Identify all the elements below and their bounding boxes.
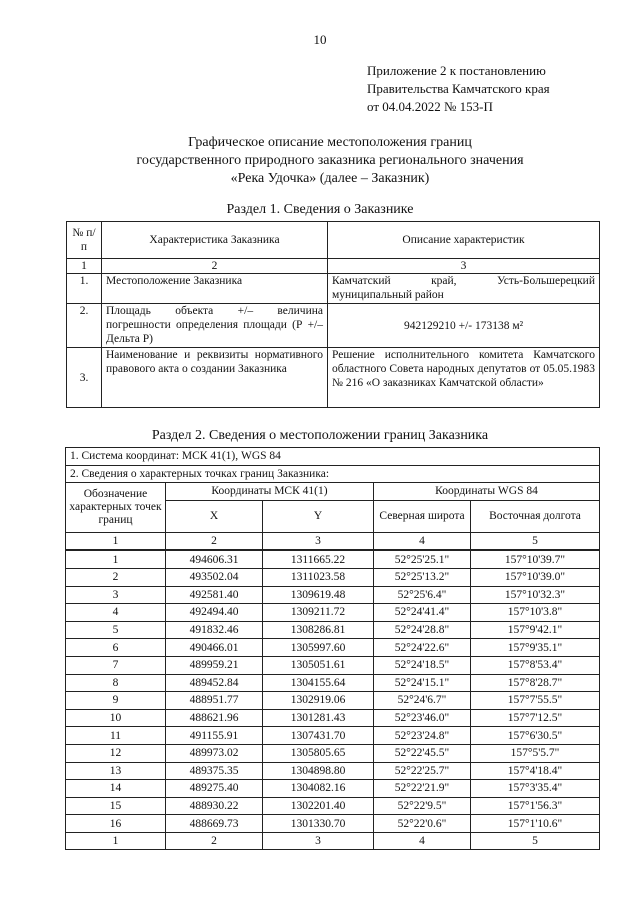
y-coord: 1304898.80 (263, 762, 374, 780)
y-coord: 1302919.06 (263, 692, 374, 710)
col-number: 3 (328, 259, 600, 274)
header-x: X (166, 500, 263, 532)
latitude: 52°25'6.4" (374, 586, 471, 604)
y-coord: 1311665.22 (263, 550, 374, 568)
table-row (66, 762, 600, 780)
point-id: 3 (66, 586, 166, 604)
point-id: 12 (66, 744, 166, 762)
point-id: 10 (66, 709, 166, 727)
y-coord: 1305997.60 (263, 639, 374, 657)
appendix-line: от 04.04.2022 № 153-П (367, 99, 493, 114)
section2-table (65, 447, 600, 850)
header-wgs: Координаты WGS 84 (374, 483, 600, 501)
title-line: «Река Удочка» (далее – Заказник) (230, 171, 430, 186)
x-coord: 492581.40 (166, 586, 263, 604)
col-number: 5 (471, 532, 600, 550)
point-id: 4 (66, 604, 166, 622)
header-lat: Северная широта (374, 500, 471, 532)
latitude: 52°23'46.0" (374, 709, 471, 727)
x-coord: 488951.77 (166, 692, 263, 710)
table-row (67, 304, 600, 348)
table-row (66, 550, 600, 568)
point-id: 14 (66, 780, 166, 798)
latitude: 52°22'9.5" (374, 797, 471, 815)
longitude: 157°10'39.7" (471, 550, 600, 568)
row-number: 3. (67, 348, 102, 408)
longitude: 157°6'30.5" (471, 727, 600, 745)
y-coord: 1305051.61 (263, 656, 374, 674)
row-name: Площадь объекта +/– величина погрешности определения площади (Р +/– Дельта Р) (102, 304, 328, 348)
longitude: 157°7'12.5" (471, 709, 600, 727)
x-coord: 489959.21 (166, 656, 263, 674)
latitude: 52°25'13.2" (374, 568, 471, 586)
row-value: 942129210 +/- 173138 м² (328, 304, 600, 348)
row-number: 2. (67, 304, 102, 348)
table-row (67, 348, 600, 408)
x-coord: 490466.01 (166, 639, 263, 657)
x-coord: 489452.84 (166, 674, 263, 692)
point-id: 11 (66, 727, 166, 745)
y-coord: 1304155.64 (263, 674, 374, 692)
longitude: 157°9'35.1" (471, 639, 600, 657)
y-coord: 1302201.40 (263, 797, 374, 815)
table-row (66, 674, 600, 692)
section2-heading: Раздел 2. Сведения о местоположении границ Заказника (151, 428, 489, 443)
point-id: 9 (66, 692, 166, 710)
y-coord: 1304082.16 (263, 780, 374, 798)
table-row (67, 274, 600, 304)
latitude: 52°24'22.6" (374, 639, 471, 657)
table-row (66, 692, 600, 710)
header-msk: Координаты МСК 41(1) (166, 483, 374, 501)
latitude: 52°23'24.8" (374, 727, 471, 745)
point-id: 1 (66, 550, 166, 568)
latitude: 52°24'6.7" (374, 692, 471, 710)
coordinate-system: 1. Система координат: МСК 41(1), WGS 84 (66, 448, 600, 466)
section1-heading: Раздел 1. Сведения о Заказнике (226, 202, 414, 217)
longitude: 157°1'56.3" (471, 797, 600, 815)
longitude: 157°3'35.4" (471, 780, 600, 798)
row-name: Наименование и реквизиты нормативного правового акта о создании Заказника (102, 348, 328, 408)
x-coord: 489375.35 (166, 762, 263, 780)
y-coord: 1301330.70 (263, 815, 374, 833)
table-row (66, 586, 600, 604)
x-coord: 489275.40 (166, 780, 263, 798)
col-number: 3 (263, 532, 374, 550)
longitude: 157°10'39.0" (471, 568, 600, 586)
col-number: 1 (67, 259, 102, 274)
x-coord: 488930.22 (166, 797, 263, 815)
longitude: 157°9'42.1" (471, 621, 600, 639)
table-row (66, 568, 600, 586)
latitude: 52°22'45.5" (374, 744, 471, 762)
document-title (60, 134, 600, 188)
table-row (66, 727, 600, 745)
latitude: 52°24'18.5" (374, 656, 471, 674)
y-coord: 1307431.70 (263, 727, 374, 745)
longitude: 157°1'10.6" (471, 815, 600, 833)
table-row (66, 744, 600, 762)
table-row (66, 656, 600, 674)
table-row (66, 797, 600, 815)
header-y: Y (263, 500, 374, 532)
x-coord: 488621.96 (166, 709, 263, 727)
col-number: 2 (102, 259, 328, 274)
appendix-line: Приложение 2 к постановлению (367, 63, 546, 78)
x-coord: 491155.91 (166, 727, 263, 745)
y-coord: 1308286.81 (263, 621, 374, 639)
point-id: 15 (66, 797, 166, 815)
table-row (66, 780, 600, 798)
row-value: Решение исполнительного комитета Камчатского областного Совета народных депутатов от 05.05.1983 № 216 «О заказниках Камчатской области» (328, 348, 600, 408)
col-number: 2 (166, 832, 263, 850)
longitude: 157°5'5.7" (471, 744, 600, 762)
col-number: 5 (471, 832, 600, 850)
x-coord: 494606.31 (166, 550, 263, 568)
title-line: Графическое описание местоположения границ (188, 135, 472, 150)
points-title: 2. Сведения о характерных точках границ Заказника: (66, 465, 600, 483)
longitude: 157°8'53.4" (471, 656, 600, 674)
row-name: Местоположение Заказника (102, 274, 328, 304)
latitude: 52°24'15.1" (374, 674, 471, 692)
header-characteristic: Характеристика Заказника (102, 222, 328, 259)
point-id: 16 (66, 815, 166, 833)
table-row (66, 604, 600, 622)
row-value: Камчатский край, Усть-Большерецкий муниципальный район (328, 274, 600, 304)
longitude: 157°8'28.7" (471, 674, 600, 692)
point-id: 13 (66, 762, 166, 780)
page-number: 10 (313, 32, 327, 47)
y-coord: 1305805.65 (263, 744, 374, 762)
table-row (66, 639, 600, 657)
longitude: 157°10'3.8" (471, 604, 600, 622)
point-id: 5 (66, 621, 166, 639)
y-coord: 1311023.58 (263, 568, 374, 586)
x-coord: 492494.40 (166, 604, 263, 622)
table-row (66, 709, 600, 727)
appendix-line: Правительства Камчатского края (367, 81, 550, 96)
title-line: государственного природного заказника регионального значения (136, 153, 524, 168)
col-number: 3 (263, 832, 374, 850)
header-number: № п/п (67, 222, 102, 259)
col-number: 1 (66, 532, 166, 550)
header-point: Обозначение характерных точек границ (66, 483, 166, 533)
y-coord: 1309211.72 (263, 604, 374, 622)
y-coord: 1309619.48 (263, 586, 374, 604)
x-coord: 488669.73 (166, 815, 263, 833)
longitude: 157°7'55.5" (471, 692, 600, 710)
point-id: 8 (66, 674, 166, 692)
header-lon: Восточная долгота (471, 500, 600, 532)
latitude: 52°22'0.6" (374, 815, 471, 833)
col-number: 2 (166, 532, 263, 550)
appendix-note (367, 62, 550, 116)
point-id: 6 (66, 639, 166, 657)
latitude: 52°22'21.9" (374, 780, 471, 798)
x-coord: 493502.04 (166, 568, 263, 586)
longitude: 157°10'32.3" (471, 586, 600, 604)
latitude: 52°25'25.1" (374, 550, 471, 568)
section1-table (66, 221, 600, 408)
latitude: 52°22'25.7" (374, 762, 471, 780)
y-coord: 1301281.43 (263, 709, 374, 727)
latitude: 52°24'41.4" (374, 604, 471, 622)
table-row (66, 815, 600, 833)
col-number: 4 (374, 532, 471, 550)
row-number: 1. (67, 274, 102, 304)
header-description: Описание характеристик (328, 222, 600, 259)
x-coord: 489973.02 (166, 744, 263, 762)
col-number: 1 (66, 832, 166, 850)
col-number: 4 (374, 832, 471, 850)
table-row (66, 621, 600, 639)
latitude: 52°24'28.8" (374, 621, 471, 639)
point-id: 2 (66, 568, 166, 586)
point-id: 7 (66, 656, 166, 674)
x-coord: 491832.46 (166, 621, 263, 639)
longitude: 157°4'18.4" (471, 762, 600, 780)
